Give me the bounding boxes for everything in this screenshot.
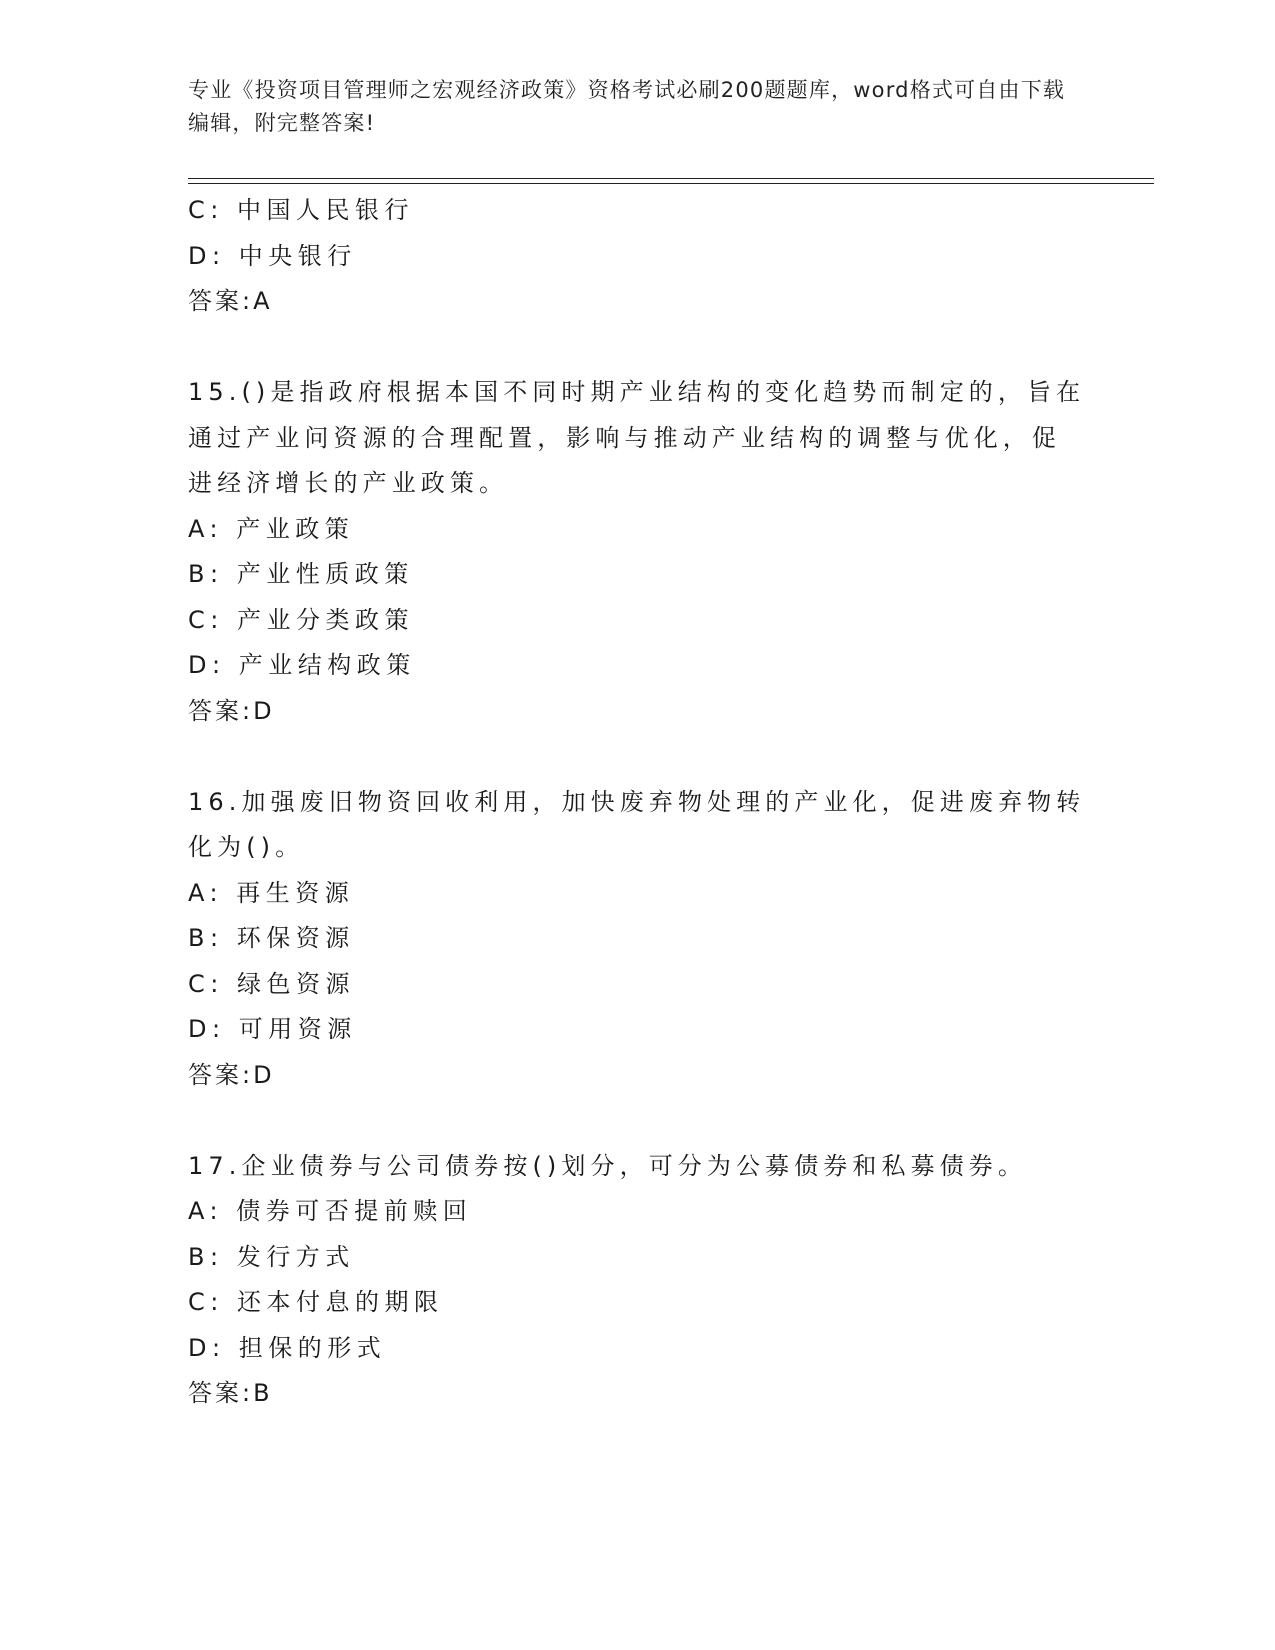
question-17 — [188, 1144, 1088, 1417]
option-c: C: 产业分类政策 — [188, 605, 414, 634]
option-a: A: 再生资源 — [188, 878, 355, 907]
header-rule-bottom — [188, 183, 1154, 184]
document-header — [188, 74, 1078, 140]
option-a: A: 债券可否提前赎回 — [188, 1197, 473, 1225]
header-rule-top — [188, 178, 1154, 179]
header-title: 专业《投资项目管理师之宏观经济政策》资格考试必刷200题题库，word格式可自由下载编辑，附完整答案! — [188, 78, 1066, 135]
answer-line: 答案:A — [188, 287, 273, 315]
carryover-block — [188, 188, 1088, 325]
option-c: C: 中国人民银行 — [188, 196, 414, 224]
answer-line: 答案:D — [188, 1060, 275, 1089]
option-d: D: 产业结构政策 — [188, 651, 416, 679]
document-body — [188, 188, 1088, 1417]
question-stem-line: 通过产业问资源的合理配置，影响与推动产业结构的调整与优化，促 — [188, 423, 1061, 452]
question-number: 17. — [188, 1151, 242, 1180]
option-b: B: 环保资源 — [188, 924, 355, 952]
question-number: 15. — [188, 378, 242, 406]
question-stem-line: 化为()。 — [188, 833, 305, 861]
question-stem-line: 进经济增长的产业政策。 — [188, 469, 509, 497]
answer-line: 答案:B — [188, 1379, 273, 1407]
option-d: D: 中央银行 — [188, 241, 357, 270]
question-stem: 15.()是指政府根据本国不同时期产业结构的变化趋势而制定的，旨在 — [188, 378, 1086, 406]
option-d: D: 可用资源 — [188, 1015, 357, 1043]
option-b: B: 产业性质政策 — [188, 560, 414, 588]
question-stem: 17.企业债券与公司债券按()划分，可分为公募债券和私募债券。 — [188, 1151, 1027, 1180]
option-c: C: 还本付息的期限 — [188, 1288, 444, 1316]
question-16 — [188, 780, 1088, 1099]
option-d: D: 担保的形式 — [188, 1333, 387, 1362]
option-b: B: 发行方式 — [188, 1242, 355, 1271]
answer-line: 答案:D — [188, 696, 275, 725]
question-stem: 16.加强废旧物资回收利用，加快废弃物处理的产业化，促进废弃物转 — [188, 787, 1086, 816]
question-number: 16. — [188, 787, 242, 816]
option-a: A: 产业政策 — [188, 514, 355, 543]
question-15 — [188, 370, 1088, 734]
option-c: C: 绿色资源 — [188, 969, 355, 998]
